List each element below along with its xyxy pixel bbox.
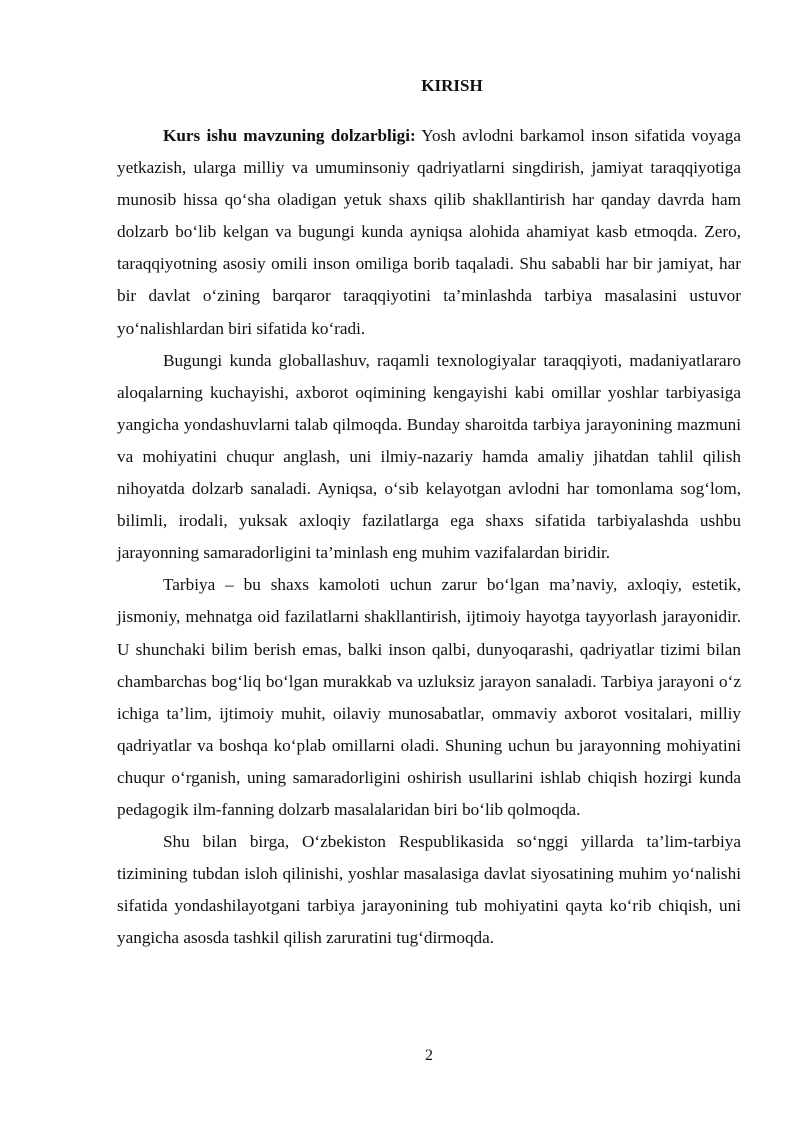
paragraph-reforms: Shu bilan birga, O‘zbekiston Respublikasida so‘nggi yillarda ta’lim-tarbiya tizimining tubdan isloh qilinishi, yoshlar masalasiga davlat siyosatining muhim yo‘nalishi sifatida yondashilayotgani tarbiya jarayonining tub mohiyatini qayta ko‘rib chiqish, uni yangicha asosda tashkil qilish zaruratini tug‘dirmoqda. [117, 832, 741, 948]
document-page [117, 0, 741, 954]
paragraph-globalization: Bugungi kunda globallashuv, raqamli texnologiyalar taraqqiyoti, madaniyatlararo aloqalarning kuchayishi, axborot oqimining kengayishi kabi omillar yoshlar tarbiyasiga yangicha yondashuvlarni talab qilmoqda. Bunday sharoitda tarbiya jarayonining mazmuni va mohiyatini chuqur anglash, uni ilmiy-nazariy hamda amaliy jihatdan tahlil qilish nihoyatda dolzarb sanaladi. Ayniqsa, o‘sib kelayotgan avlodni har tomonlama sog‘lom, bilimli, irodali, yuksak axloqiy fazilatlarga ega shaxs sifatida tarbiyalashda ushbu jarayonning samaradorligini ta’minlash eng muhim vazifalardan biridir. [117, 350, 741, 563]
paragraph-upbringing-definition: Tarbiya – bu shaxs kamoloti uchun zarur bo‘lgan ma’naviy, axloqiy, estetik, jismoniy, mehnatga oid fazilatlarni shakllantirish, ijtimoiy hayotga tayyorlash jarayonidir. U shunchaki bilim berish emas, balki inson qalbi, dunyoqarashi, qadriyatlar tizimi bilan chambarchas bog‘liq bo‘lgan murakkab va uzluksiz jarayon sanaladi. Tarbiya jarayoni o‘z ichiga ta’lim, ijtimoiy muhit, oilaviy munosabatlar, ommaviy axborot vositalari, milliy qadriyatlar va boshqa ko‘plab omillarni oladi. Shuning uchun bu jarayonning mohiyatini chuqur o‘rganish, uning samaradorligini oshirish usullarini ishlab chiqish hozirgi kunda pedagogik ilm-fanning dolzarb masalalaridan biri bo‘lib qolmoqda. [117, 575, 741, 819]
paragraph-text: Yosh avlodni barkamol inson sifatida voyaga yetkazish, ularga milliy va umuminsoniy qadriyatlarni singdirish, jamiyat taraqqiyotiga munosib hissa qo‘sha oladigan yetuk shaxs qilib shakllantirish har qanday davrda ham dolzarb bo‘lib kelgan va bugungi kunda ayniqsa alohida ahamiyat kasb etmoqda. Zero, taraqqiyotning asosiy omili inson omiliga borib taqaladi. Shu sababli har bir jamiyat, har bir davlat o‘zining barqaror taraqqiyotini ta’minlashda tarbiya masalasini ustuvor yo‘nalishlardan biri sifatida ko‘radi. [117, 126, 741, 338]
paragraph-relevance [117, 120, 741, 345]
section-heading: KIRISH [421, 76, 483, 95]
page-number: 2 [425, 1047, 433, 1064]
paragraph-lead: Kurs ishu mavzuning dolzarbligi: [163, 126, 416, 145]
